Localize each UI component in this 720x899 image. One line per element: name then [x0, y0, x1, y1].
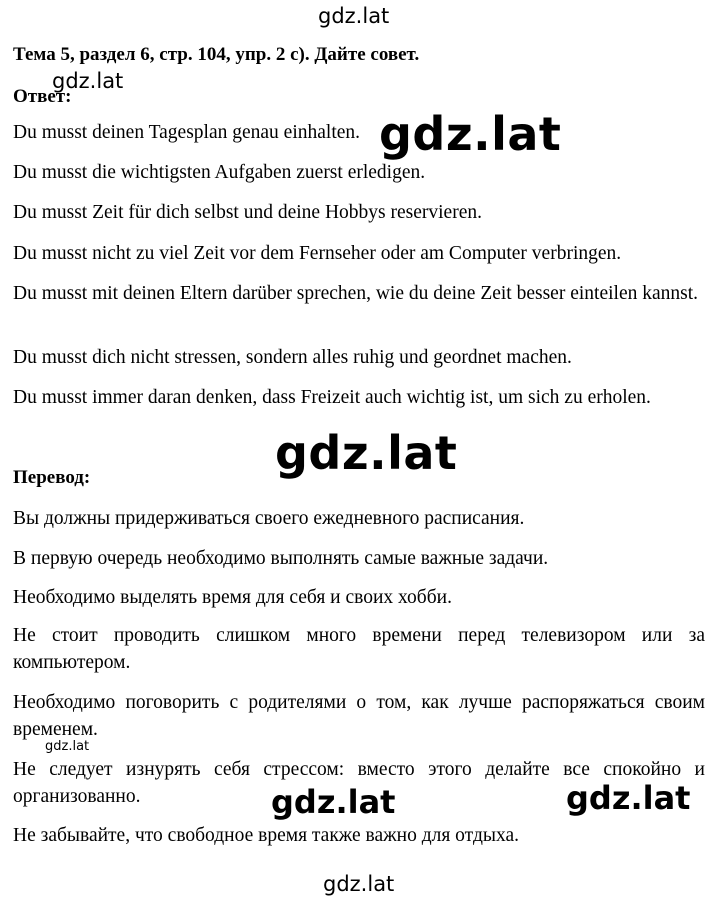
translation-line: В первую очередь необходимо выполнять самые важные задачи. — [13, 548, 549, 569]
answer-line: Du musst Zeit für dich selbst und deine Hobbys reservieren. — [13, 202, 482, 223]
answer-label: Ответ: — [13, 86, 72, 107]
watermark-mid-1: gdz.lat — [271, 783, 396, 821]
answer-line: Du musst dich nicht stressen, sondern alles ruhig und geordnet machen. — [13, 347, 572, 368]
answer-line: Du musst die wichtigsten Aufgaben zuerst erledigen. — [13, 162, 426, 183]
translation-line: Вы должны придерживаться своего ежедневного расписания. — [13, 508, 525, 529]
answer-line: Du musst deinen Tagesplan genau einhalten. — [13, 122, 361, 143]
translation-line: Не забывайте, что свободное время также важно для отдыха. — [13, 825, 519, 846]
watermark-tiny: gdz.lat — [45, 739, 90, 754]
watermark-top: gdz.lat — [318, 4, 390, 28]
answer-line: Du musst nicht zu viel Zeit vor dem Fernseher oder am Computer verbringen. — [13, 243, 622, 264]
watermark-left-small: gdz.lat — [52, 69, 124, 93]
translation-line: Не стоит проводить слишком много времени перед телевизором или за компьютером. — [13, 625, 705, 673]
translation-line: Не следует изнурять себя стрессом: вместо этого делайте все спокойно и организованно. — [13, 759, 705, 807]
translation-line: Необходимо поговорить с родителями о том, как лучше распоряжаться своим временем. — [13, 692, 705, 740]
task-title: Тема 5, раздел 6, стр. 104, упр. 2 с). Дайте совет. — [13, 44, 420, 65]
answer-line: Du musst mit deinen Eltern darüber sprechen, wie du deine Zeit besser einteilen kannst. — [13, 283, 699, 304]
translation-line: Необходимо выделять время для себя и своих хобби. — [13, 587, 452, 608]
translation-label: Перевод: — [13, 467, 91, 488]
watermark-big-2: gdz.lat — [275, 426, 458, 480]
watermark-big-1: gdz.lat — [379, 107, 562, 161]
watermark-mid-2: gdz.lat — [566, 779, 691, 817]
watermark-bottom: gdz.lat — [323, 872, 395, 896]
answer-line: Du musst immer daran denken, dass Freizeit auch wichtig ist, um sich zu erholen. — [13, 387, 651, 408]
